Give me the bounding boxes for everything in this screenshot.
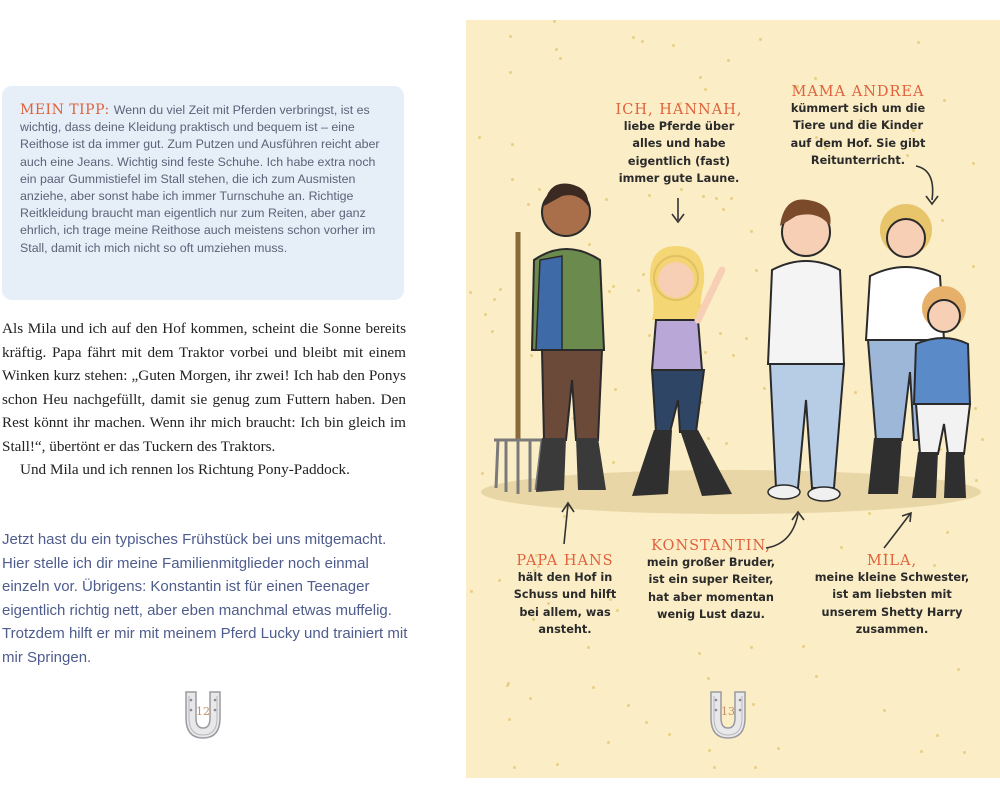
family-intro-text: Jetzt hast du ein typisches Frühstück bei uns mitgemacht. Hier stelle ich dir meine Familienmitglieder noch einmal einzeln vor. Übrigens: Konstantin ist für einen Teenager eigentlich richtig nett, aber eben manchmal etwas muffelig. Trotzdem hilft er mir mit meinem Pferd Lucky und trainiert mit mir Springen. xyxy=(2,531,408,666)
papa-hans-figure xyxy=(494,183,606,494)
page-number-right xyxy=(701,688,755,742)
desc-line: kümmert sich um die xyxy=(790,102,926,115)
desc-line: auf dem Hof. Sie gibt xyxy=(790,136,926,150)
caption-mila xyxy=(804,553,980,639)
arrow-mila xyxy=(884,514,910,548)
desc-line: meine kleine Schwester, xyxy=(814,571,970,584)
arrow-andrea xyxy=(916,166,933,200)
right-page xyxy=(466,20,1000,778)
desc-hans xyxy=(500,569,630,639)
desc-line: Schuss und hilft xyxy=(513,588,617,602)
desc-line: ist ein super Reiter, xyxy=(648,573,774,587)
page-number-left xyxy=(176,688,230,742)
desc-line: immer gute Laune. xyxy=(618,172,740,186)
name-konstantin: KONSTANTIN, xyxy=(651,538,771,554)
desc-line: Tiere und die Kinder xyxy=(792,119,924,133)
desc-andrea xyxy=(778,100,938,170)
desc-line: hält den Hof in xyxy=(517,571,613,584)
desc-line: liebe Pferde über xyxy=(623,120,735,133)
caption-hannah xyxy=(614,102,744,188)
story-paragraph-1: Als Mila und ich auf den Hof kommen, scheint die Sonne bereits kräftig. Papa fährt mit dem Traktor vorbei und bleibt mit einem Winken kurz stehen: „Guten Morgen, ihr zwei! Ich hab den Ponys schon Heu nachgefüllt, damit sie genug zum Futtern haben. Den Rest könnt ihr machen. Wenn ihr mich braucht: Ich bin gleich im Stall!“, übertönt er das Tuckern des Traktors. xyxy=(2,320,406,455)
desc-line: mein großer Bruder, xyxy=(646,556,776,569)
name-mila: MILA, xyxy=(866,553,918,569)
tip-paragraph xyxy=(20,102,390,257)
desc-line: bei allem, was xyxy=(519,605,611,619)
story-text xyxy=(2,317,406,482)
hannah-figure xyxy=(632,246,732,496)
desc-mila xyxy=(804,569,980,639)
caption-andrea xyxy=(778,84,938,170)
desc-line: unserem Shetty Harry xyxy=(821,605,963,619)
desc-line: hat aber momentan xyxy=(648,590,774,604)
desc-line: ansteht. xyxy=(538,623,592,637)
arrow-hans xyxy=(564,504,568,544)
tip-box xyxy=(2,86,404,300)
tip-label: MEIN TIPP: xyxy=(20,102,110,118)
story-paragraph-2: Und Mila und ich rennen los Richtung Pony-Paddock. xyxy=(20,461,350,478)
desc-line: alles und habe xyxy=(632,137,726,151)
desc-line: eigentlich (fast) xyxy=(627,154,731,168)
desc-line: zusammen. xyxy=(855,623,929,637)
konstantin-figure xyxy=(768,200,844,501)
caption-konstantin xyxy=(638,538,784,624)
name-hannah: ICH, HANNAH, xyxy=(615,102,743,118)
desc-konstantin xyxy=(638,554,784,624)
name-hans: PAPA HANS xyxy=(516,553,614,569)
tip-text: Wenn du viel Zeit mit Pferden verbringst, ist es wichtig, dass deine Kleidung praktisch und bequem ist – eine Reithose ist da immer gut. Zum Putzen und Ausführen reicht aber auch eine Jeans. Wichtig sind feste Schuhe. Ich habe extra noch ein paar Gummistiefel im Stall stehen, die ich zum Ausmisten anziehe, aber sonst habe ich immer Turnschuhe an. Richtige Reitkleidung braucht man eigentlich nur zum Reiten, aber ganz ehrlich, ich trage meine Reithose auch meistens schon vorher im Stall, damit ich mich nicht so oft umziehen muss. xyxy=(20,103,380,255)
name-andrea: MAMA ANDREA xyxy=(791,84,925,100)
desc-hannah xyxy=(614,118,744,188)
desc-line: Reitunterricht. xyxy=(810,154,906,168)
caption-hans xyxy=(500,553,630,639)
desc-line: wenig Lust dazu. xyxy=(657,608,765,622)
page-number-text: 13 xyxy=(721,705,735,718)
desc-line: ist am liebsten mit xyxy=(832,588,952,602)
page-number-text: 12 xyxy=(196,705,210,718)
